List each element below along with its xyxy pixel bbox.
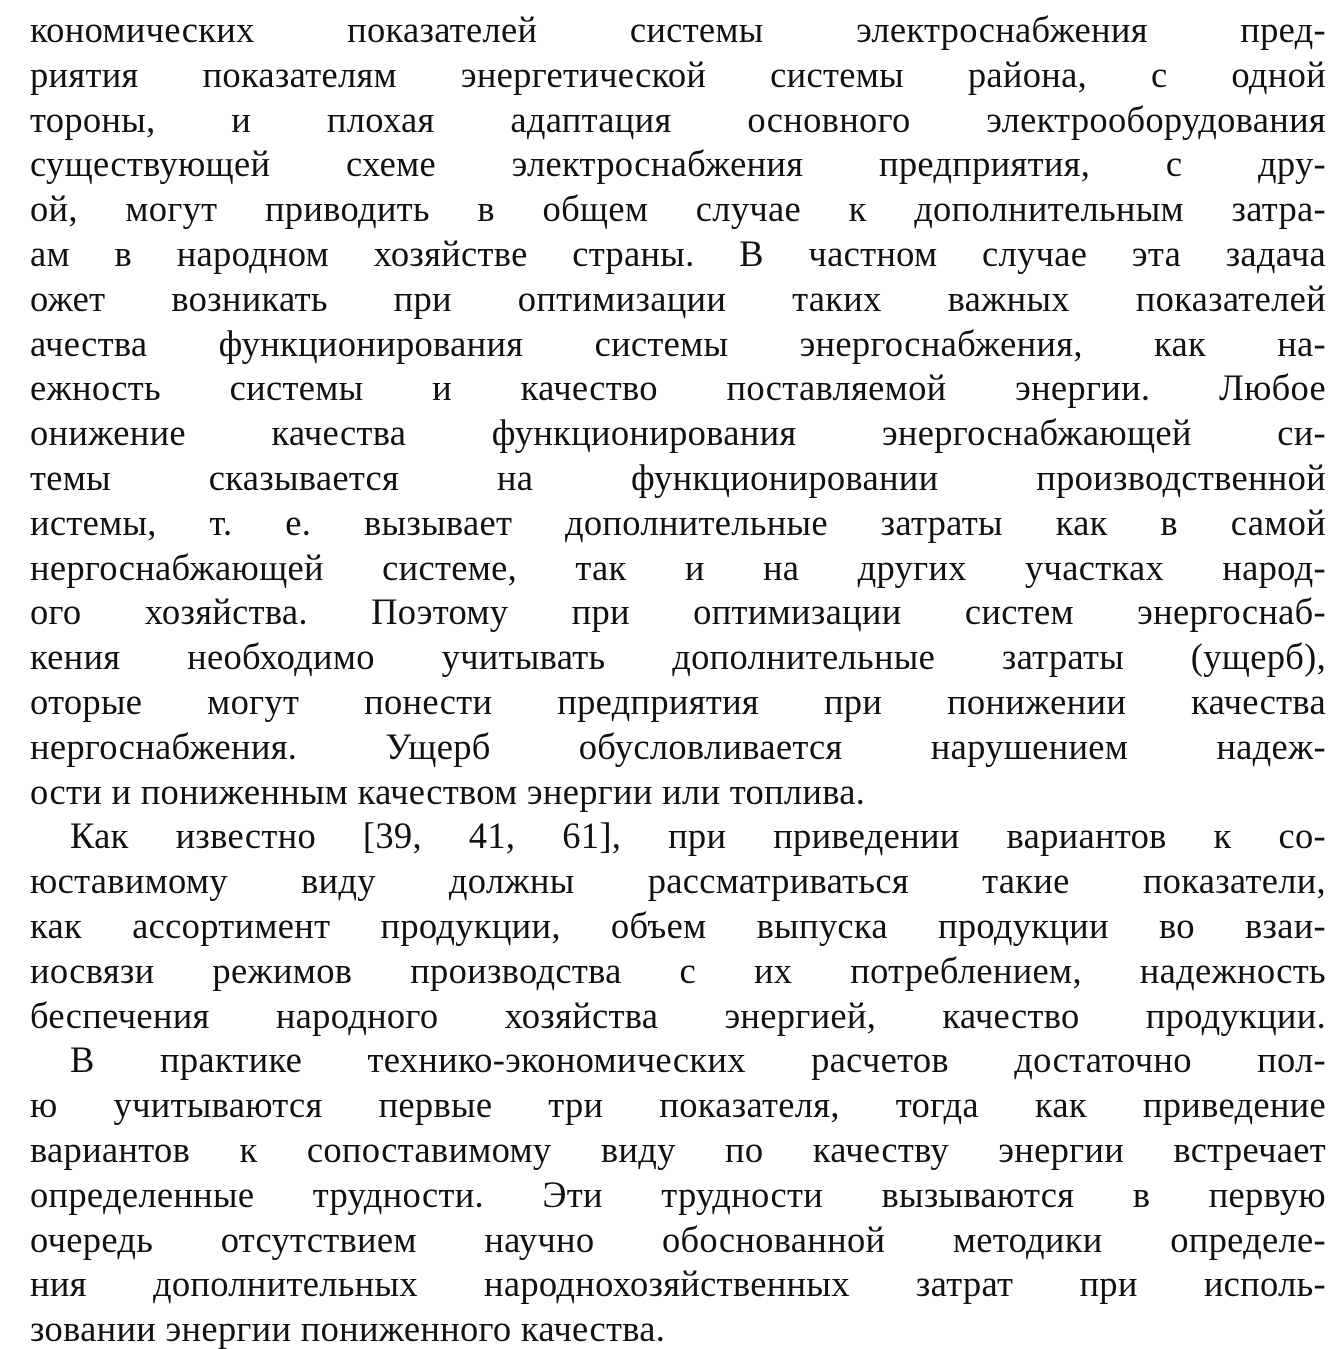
text-line: существующей схеме электроснабжения предприятия, с дру- bbox=[30, 143, 1326, 185]
text-line: зовании энергии пониженного качества. bbox=[30, 1308, 666, 1349]
text-line: ния дополнительных народнохозяйственных затрат при исполь- bbox=[30, 1263, 1326, 1305]
text-line: иосвязи режимов производства с их потреблением, надежность bbox=[30, 949, 1326, 991]
text-line: кономических показателей системы электроснабжения пред- bbox=[30, 9, 1326, 50]
text-line: юставимому виду должны рассматриваться такие показатели, bbox=[30, 860, 1326, 902]
text-line: нергоснабжающей системе, так и на других участках народ- bbox=[30, 546, 1326, 588]
text-line: В практике технико-экономических расчетов достаточно пол- bbox=[70, 1039, 1326, 1081]
text-line: ежность системы и качество поставляемой энергии. Любое bbox=[30, 367, 1326, 409]
text-line: темы сказывается на функционировании производственной bbox=[30, 456, 1326, 498]
text-line: Как известно [39, 41, 61], при приведении вариантов к со- bbox=[70, 815, 1326, 857]
text-line: ожет возникать при оптимизации таких важных показателей bbox=[30, 277, 1326, 319]
text-line: кения необходимо учитывать дополнительные затраты (ущерб), bbox=[30, 636, 1326, 678]
text-line: вариантов к сопоставимому виду по качеству энергии встречает bbox=[30, 1128, 1326, 1170]
text-line: ам в народном хозяйстве страны. В частном случае эта задача bbox=[30, 232, 1326, 274]
text-line: ю учитываются первые три показателя, тогда как приведение bbox=[30, 1084, 1326, 1126]
text-line: тороны, и плохая адаптация основного электрооборудования bbox=[30, 98, 1326, 140]
paragraph-1 bbox=[0, 8, 1332, 814]
text-line: нергоснабжения. Ущерб обусловливается нарушением надеж- bbox=[30, 725, 1326, 767]
text-line: ачества функционирования системы энергоснабжения, как на- bbox=[30, 322, 1326, 364]
text-line: очередь отсутствием научно обоснованной методики определе- bbox=[30, 1218, 1326, 1260]
text-line: беспечения народного хозяйства энергией, качество продукции. bbox=[30, 994, 1326, 1036]
text-line: риятия показателям энергетической системы района, с одной bbox=[30, 53, 1326, 95]
text-line: ого хозяйства. Поэтому при оптимизации систем энергоснаб- bbox=[30, 591, 1326, 633]
text-line: определенные трудности. Эти трудности вызываются в первую bbox=[30, 1173, 1326, 1215]
text-line: истемы, т. е. вызывает дополнительные затраты как в самой bbox=[30, 501, 1326, 543]
text-line: онижение качества функционирования энергоснабжающей си- bbox=[30, 412, 1326, 454]
text-line: ости и пониженным качеством энергии или топлива. bbox=[30, 770, 866, 812]
paragraph-2 bbox=[0, 814, 1332, 1038]
text-line: ой, могут приводить в общем случае к дополнительным затра- bbox=[30, 188, 1326, 230]
text-line: оторые могут понести предприятия при понижении качества bbox=[30, 680, 1326, 722]
body-text bbox=[0, 8, 1332, 1349]
paragraph-3 bbox=[0, 1038, 1332, 1349]
text-line: как ассортимент продукции, объем выпуска продукции во взаи- bbox=[30, 904, 1326, 946]
